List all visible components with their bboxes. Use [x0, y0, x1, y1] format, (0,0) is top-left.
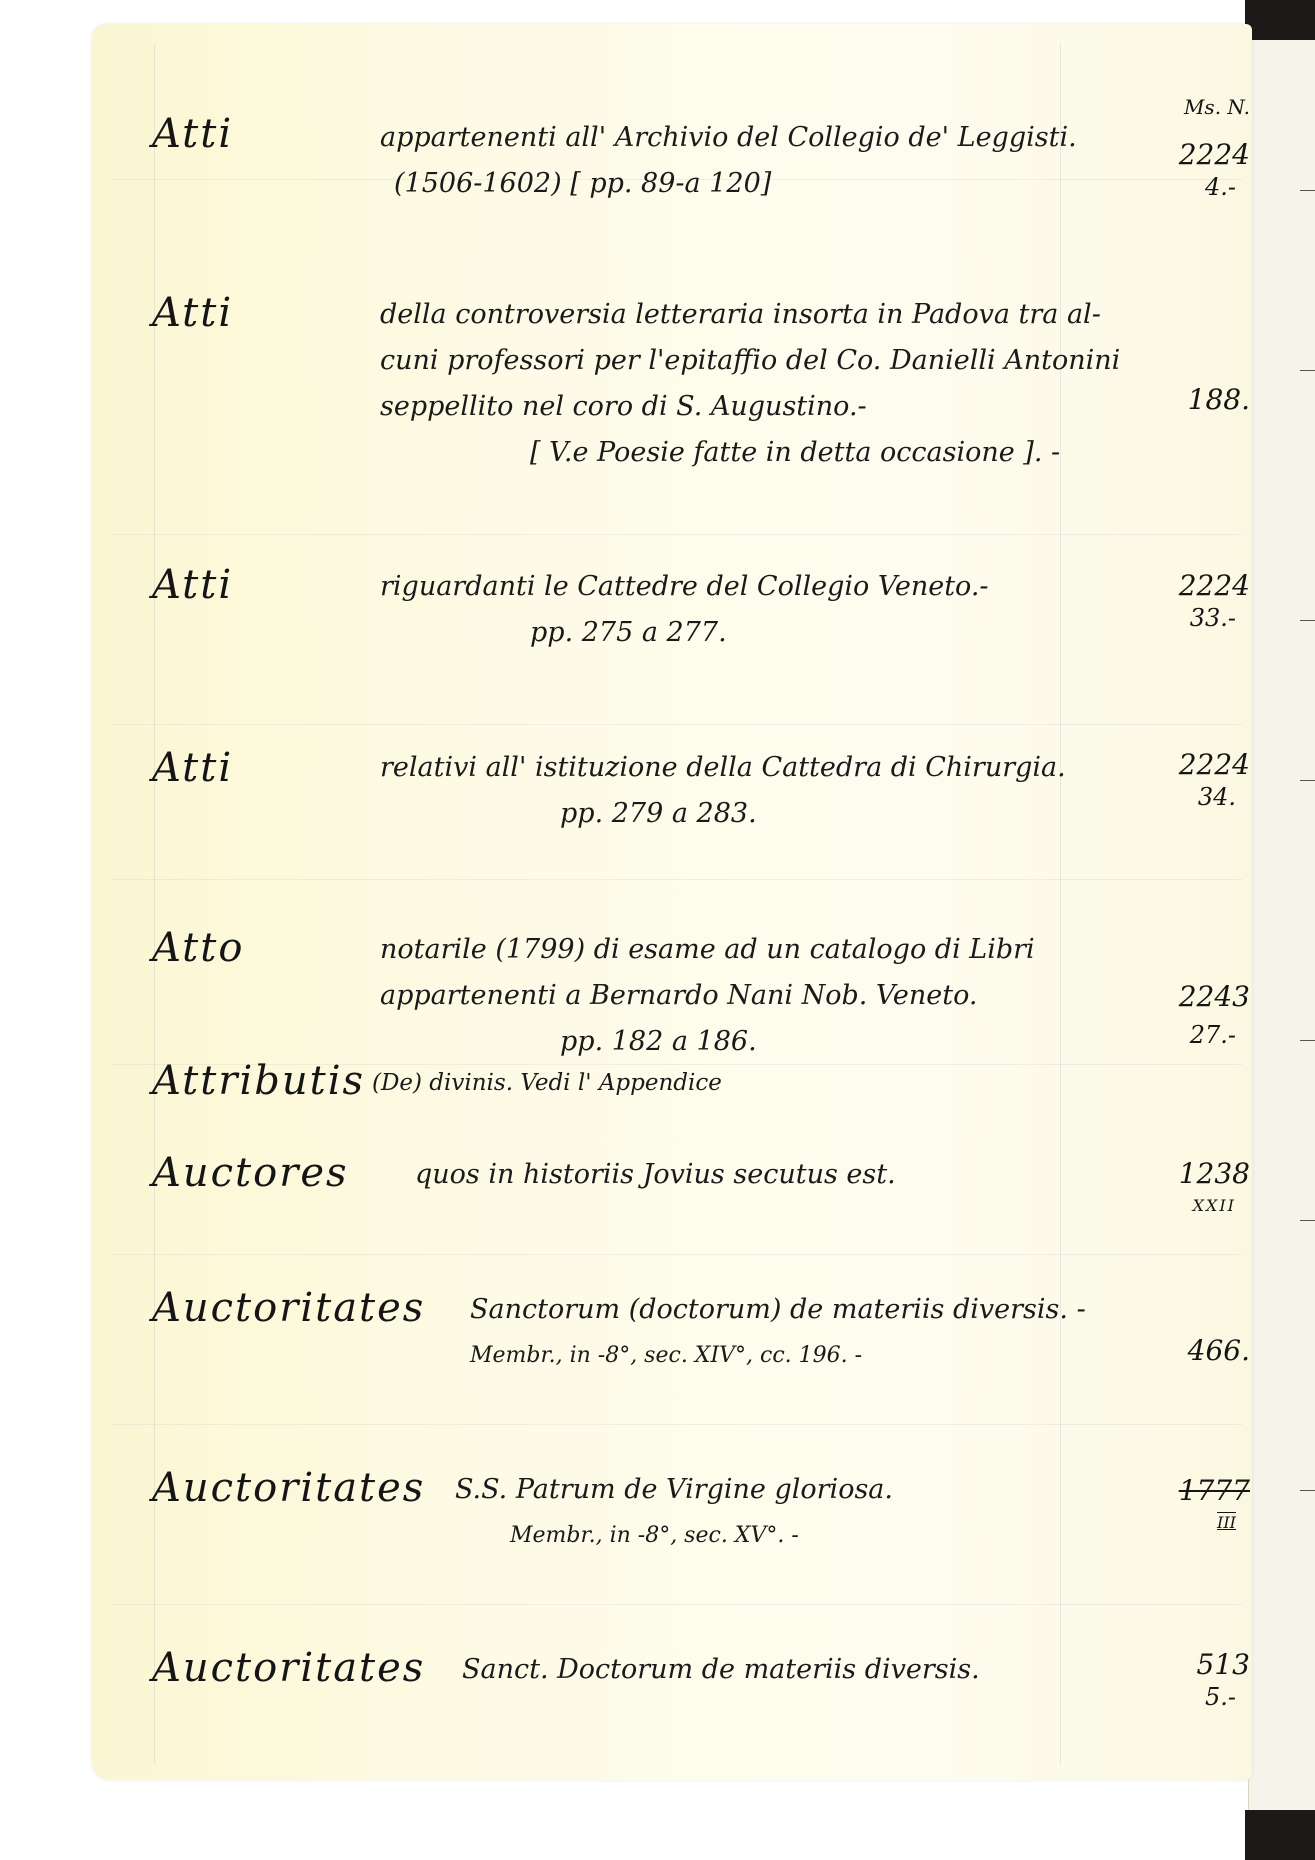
ref-number: 466.: [1187, 1334, 1250, 1367]
ref-subnumber: 4.-: [1204, 173, 1236, 201]
entry-line: cuni professori per l'epitaffio del Co. Danielli Antonini: [380, 345, 1121, 376]
shelf-reference: [1130, 1335, 1250, 1367]
ref-number: 2224: [1178, 569, 1250, 602]
entry-heading: Attributis: [152, 1058, 366, 1104]
margin-mark: [1300, 190, 1315, 191]
margin-mark: [1300, 370, 1315, 371]
entry-description: [380, 927, 1160, 1065]
shelf-reference: [1130, 1649, 1250, 1713]
entry-heading: Atti: [152, 111, 234, 157]
ref-subnumber: 5.-: [1204, 1683, 1236, 1711]
entry-heading: Auctores: [152, 1150, 349, 1196]
entry-line: Sanctorum (doctorum) de materiis diversis. -: [470, 1294, 1086, 1325]
ref-number: 2224: [1178, 748, 1250, 781]
ref-subnumber: 27.-: [1189, 1021, 1236, 1049]
entry-description: [415, 1152, 1195, 1198]
entry-heading: Atti: [152, 745, 234, 791]
entry-line: S.S. Patrum de Virgine gloriosa.: [455, 1474, 893, 1505]
entry-description: [380, 745, 1160, 837]
ruling-line: [112, 534, 1242, 535]
entry-line: notarile (1799) di esame ad un catalogo di Libri: [380, 934, 1035, 965]
shelf-reference: [1130, 1475, 1250, 1539]
ref-subnumber: III: [1217, 1513, 1236, 1532]
shelf-reference: [1130, 97, 1250, 203]
ruling-line: [112, 724, 1242, 725]
entry-line: [ V.e Poesie fatte in detta occasione ]. -: [530, 437, 1061, 468]
ref-subnumber: 34.: [1197, 783, 1236, 811]
ref-number: 2224: [1178, 138, 1250, 171]
shelf-reference: [1130, 1158, 1250, 1222]
entry-description: [462, 1647, 1162, 1693]
entry-line: pp. 182 a 186.: [560, 1026, 757, 1057]
margin-mark: [1300, 620, 1315, 621]
entry-heading: Auctoritates: [152, 1645, 426, 1691]
ref-subnumber: XXII: [1192, 1196, 1236, 1215]
shelf-reference: [1130, 570, 1250, 634]
ref-number: 188.: [1187, 383, 1250, 416]
ref-number: 1777: [1178, 1474, 1250, 1507]
entry-line: appartenenti a Bernardo Nani Nob. Veneto.: [380, 980, 978, 1011]
ruling-line: [112, 879, 1242, 880]
margin-mark: [1300, 780, 1315, 781]
shelf-reference: [1130, 981, 1250, 1051]
entry-description: [470, 1287, 1170, 1379]
entry-line: (De) divinis. Vedi l' Appendice: [372, 1070, 722, 1096]
entry-description: [455, 1467, 1155, 1559]
margin-mark: [1300, 1220, 1315, 1221]
entry-description: [380, 292, 1160, 476]
entry-heading: Atti: [152, 562, 234, 608]
entry-line: Membr., in -8°, sec. XV°. -: [510, 1523, 799, 1548]
shelf-reference: [1130, 749, 1250, 813]
entry-line: Membr., in -8°, sec. XIV°, cc. 196. -: [470, 1343, 863, 1368]
entry-line: quos in historiis Jovius secutus est.: [415, 1159, 896, 1190]
margin-mark: [1300, 1040, 1315, 1041]
entry-line: appartenenti all' Archivio del Collegio de' Leggisti.: [380, 122, 1077, 153]
entry-line: seppellito nel coro di S. Augustino.-: [380, 391, 867, 422]
ref-number: 513: [1196, 1648, 1250, 1681]
entry-line: Sanct. Doctorum de materiis diversis.: [462, 1654, 980, 1685]
entry-description: [380, 564, 1160, 656]
scan-edge-bottom: [1245, 1810, 1315, 1860]
entry-line: (1506-1602) [ pp. 89-a 120]: [394, 168, 772, 199]
entry-description: [380, 115, 1160, 207]
ref-heading: Ms. N.: [1183, 95, 1250, 119]
entry-heading: Auctoritates: [152, 1465, 426, 1511]
entry-line: relativi all' istituzione della Cattedra di Chirurgia.: [380, 752, 1066, 783]
entry-line: riguardanti le Cattedre del Collegio Veneto.-: [380, 571, 989, 602]
entry-line: pp. 275 a 277.: [530, 617, 727, 648]
entry-heading: Auctoritates: [152, 1285, 426, 1331]
entry-description: [372, 1060, 1152, 1106]
ref-number: 1238: [1178, 1157, 1250, 1190]
ref-number: 2243: [1178, 980, 1250, 1013]
adjacent-page-edge: [1248, 40, 1315, 1810]
margin-mark: [1300, 1490, 1315, 1491]
shelf-reference: [1130, 384, 1250, 416]
entry-line: pp. 279 a 283.: [560, 798, 757, 829]
entry-heading: Atti: [152, 290, 234, 336]
entry-line: della controversia letteraria insorta in Padova tra al-: [380, 299, 1101, 330]
ruling-line: [112, 1424, 1242, 1425]
ruling-line: [112, 1254, 1242, 1255]
entry-heading: Atto: [152, 925, 245, 971]
ref-subnumber: 33.-: [1189, 604, 1236, 632]
ruling-line: [112, 1604, 1242, 1605]
